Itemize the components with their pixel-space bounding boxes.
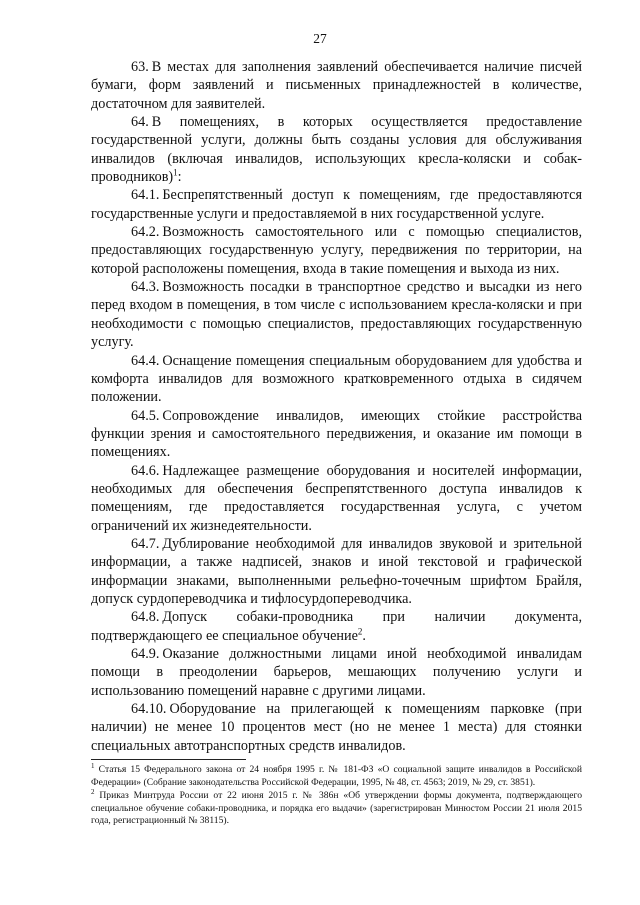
footnote-ref-2[interactable]: 2 xyxy=(357,625,363,636)
paragraph-text: Оснащение помещения специальным оборудованием для удобства и комфорта инвалидов для возможного кратковременного отдыха в сидячем положении. xyxy=(91,352,582,406)
paragraph-number: 64.2. xyxy=(131,224,160,241)
paragraph-number: 64. xyxy=(131,114,149,131)
footnotes xyxy=(91,761,582,829)
footnote-ref-1[interactable]: 1 xyxy=(173,167,178,178)
paragraph-text: Сопровождение инвалидов, имеющих стойкие расстройства функции зрения и самостоятельного передвижения, и оказание им помощи в помещениях. xyxy=(91,407,582,461)
paragraph-number: 64.4. xyxy=(131,352,160,369)
paragraph-64-7 xyxy=(91,535,582,608)
paragraph-text: Оказание должностными лицами иной необходимой инвалидам помощи в преодолении барьеров, мешающих получению услуги и использованию помещений наравне с другими лицами. xyxy=(91,646,582,699)
paragraph-number: 64.1. xyxy=(131,187,160,204)
paragraph-64-9 xyxy=(91,645,582,700)
paragraph-number: 64.7. xyxy=(131,535,160,552)
page-number: 27 xyxy=(313,31,327,46)
paragraph-number: 64.3. xyxy=(131,279,160,296)
footnote-text: Статья 15 Федерального закона от 24 ноября 1995 г. № 181-ФЗ «О социальной защите инвалидов в Российской Федерации» (Собрание законодательства Российской Федерации, 1995, № 48, ст. 4563; 2019, № 29, ст. 3851). xyxy=(91,764,582,788)
footnote-text: Приказ Минтруда России от 22 июня 2015 г. № 386н «Об утверждении формы документа, подтверждающего специальное обучение собаки-проводника, и порядка его выдачи» (зарегистрирован Минюстом России 21 июля 2015 года, регистрационный № 38115). xyxy=(91,790,582,827)
paragraph-text: Возможность посадки в транспортное средство и высадки из него перед входом в помещения, в том числе с использованием кресла-коляски и при необходимости с помощью специалистов, предоставляющих государственную услугу. xyxy=(91,279,582,351)
paragraph-64-10 xyxy=(91,700,582,755)
paragraph-text: Надлежащее размещение оборудования и носителей информации, необходимых для обеспечения беспрепятственного доступа инвалидов к помещениям, где предоставляется государственная услуга, с учетом ограничений их жизнедеятельности. xyxy=(91,462,582,534)
paragraph-text: Допуск собаки-проводника при наличии документа, подтверждающего ее специальное обучение xyxy=(91,609,582,644)
paragraph-text: В местах для заполнения заявлений обеспечивается наличие писчей бумаги, форм заявлений и письменных принадлежностей в количестве, достаточном для заявителей. xyxy=(91,59,582,112)
paragraph-64-5 xyxy=(91,407,582,462)
paragraph-number: 64.10. xyxy=(131,701,167,718)
paragraph-63 xyxy=(91,58,582,113)
paragraph-64-2 xyxy=(91,223,582,278)
paragraph-64-8 xyxy=(91,608,582,645)
paragraph-text: Беспрепятственный доступ к помещениям, где предоставляются государственные услуги и предоставляемой в них государственной услуге. xyxy=(91,187,582,222)
footnote-2 xyxy=(91,790,582,828)
paragraph-64-4 xyxy=(91,352,582,407)
paragraph-number: 64.8. xyxy=(131,609,160,626)
paragraph-tail: . xyxy=(362,627,366,644)
paragraph-text: Оборудование на прилегающей к помещениям парковке (при наличии) не менее 10 процентов мест (но не менее 1 места) для стоянки специальных автотранспортных средств инвалидов. xyxy=(91,701,582,754)
paragraph-64-1 xyxy=(91,186,582,223)
paragraph-text: Возможность самостоятельного или с помощью специалистов, предоставляющих государственную услугу, передвижения по территории, на которой расположены помещения, входа в такие помещения и выхода из них. xyxy=(91,224,582,277)
paragraph-64 xyxy=(91,113,582,186)
paragraph-text: В помещениях, в которых осуществляется предоставление государственной услуги, должны быть созданы условия для обслуживания инвалидов (включая инвалидов, использующих кресла-коляски и собак-проводников) xyxy=(91,114,582,186)
footnote-mark: 2 xyxy=(91,788,95,796)
paragraph-number: 64.6. xyxy=(131,462,160,479)
footnote-divider xyxy=(91,759,246,760)
paragraph-number: 64.5. xyxy=(131,407,160,424)
paragraph-64-6 xyxy=(91,462,582,535)
footnote-mark: 1 xyxy=(91,761,95,770)
paragraph-text: Дублирование необходимой для инвалидов звуковой и зрительной информации, а также надписей, знаков и иной текстовой и графической информации знаками, выполненными рельефно-точечным шрифтом Брайля, допуск сурдопереводчика и тифлосурдопереводчика. xyxy=(91,535,582,607)
paragraph-number: 63. xyxy=(131,59,149,75)
paragraph-64-3 xyxy=(91,278,582,351)
footnote-1 xyxy=(91,761,582,789)
document-body xyxy=(91,58,582,755)
paragraph-number: 64.9. xyxy=(131,646,160,662)
paragraph-tail: : xyxy=(177,169,182,186)
